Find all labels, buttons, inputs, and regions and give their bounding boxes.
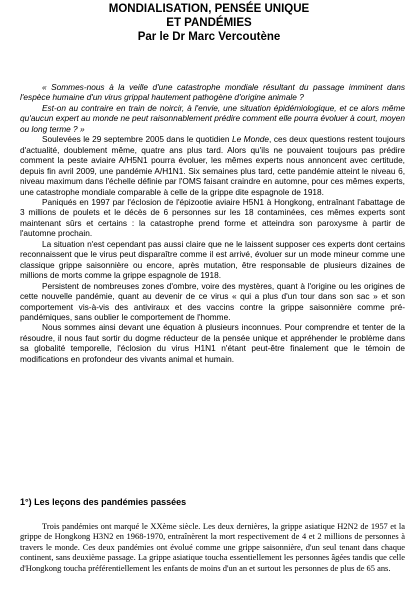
section-heading: 1°) Les leçons des pandémies passées	[20, 497, 187, 507]
title-line-1: MONDIALISATION, PENSÉE UNIQUE	[108, 3, 310, 15]
paragraph-4: Persistent de nombreuses zones d'ombre, voire des mystères, quant à l'origine ou les origines de cette nouvelle pandémie, quant au devenir de ce virus « qui a plus d'un tour dans son sac » et son comportement vis-à-vis des antiviraux et des vaccins contre la grippe saisonnière comme pré-pandémiques, sans oublier le comportement de l'homme.	[20, 280, 405, 322]
newspaper-name: Le Monde	[231, 134, 270, 145]
section-body	[20, 521, 405, 573]
section-paragraph-1: Trois pandémies ont marqué le XXème siècle. Les deux dernières, la grippe asiatique H2N2 de 1957 et la grippe de Hongkong H3N2 en 1968-1970, entraînèrent la mort respectivement de 4 et 2 millions de personnes à travers le monde. Ces deux pandémies ont évolué comme une grippe saisonnière, d'un seul tenant dans chaque continent, sans deuxième passage. La grippe asiatique toucha essentiellement les personnes âgées tandis que celle d'Hongkong toucha préférentiellement les enfants de moins d'un an et surtout les personnes de plus de 65 ans.	[20, 521, 405, 573]
title-line-2: ET PANDÉMIES	[166, 17, 252, 29]
paragraph-2: Paniqués en 1997 par l'éclosion de l'épizootie aviaire H5N1 à Hongkong, entraînant l'abattage de 3 millions de poulets et le décès de 6 personnes sur les 18 contaminées, ces mêmes experts sont maintenant sûrs et certains : la catastrophe prend forme et atteindra son paroxysme à partir de l'automne prochain.	[20, 196, 405, 239]
paragraph-3: La situation n'est cependant pas aussi claire que ne le laissent supposer ces experts dont certains reconnaissent que le virus peut disparaître comme il est arrivé, évoluer sur un mode mineur comme une classique grippe saisonnière ou encore, après mutation, être responsable de plusieurs dizaines de millions de morts comme la grippe espagnole de 1918.	[20, 238, 405, 281]
paragraph-1-end: , ces deux questions restent toujours d'actualité, doublement même, quatre ans plus tard. Alors qu'ils ne pouvaient toujours pas prédire comment la peste aviaire A/H5N1 pourra évoluer, les mêmes experts nous annoncent avec certitude, depuis fin avril 2009, une pandémie A/H1N1. Six semaines plus tard, cette pandémie atteint le niveau 6, niveau maximum dans l'échelle définie par l'OMS faisant craindre en automne, pour ces mêmes experts, une catastrophe mondiale comparable à celle de la grippe dite espagnole de 1918.	[20, 134, 405, 197]
paragraph-1-start: Soulevées le 29 septembre 2005 dans le quotidien	[42, 134, 232, 145]
paragraph-5: Nous sommes ainsi devant une équation à plusieurs inconnues. Pour comprendre et tenter de la résoudre, il nous faut sortir du dogme réducteur de la pensée unique et appréhender le problème dans sa globalité temporelle, l'éclosion du virus H1N1 n'étant peut-être finalement que le témoin de modifications en profondeur des vivants animal et humain.	[20, 322, 405, 364]
article-body	[20, 82, 405, 364]
quote-paragraph-1: « Sommes-nous à la veille d'une catastrophe mondiale résultant du passage imminent dans l'espèce humaine d'un virus grippal hautement pathogène d'origine animale ?	[20, 82, 405, 103]
author-line: Par le Dr Marc Vercoutène	[137, 31, 281, 43]
quote-paragraph-2: Est-on au contraire en train de noircir, à l'envie, une situation épidémiologique, et ce alors même qu'aucun expert au monde ne peut raisonnablement prédire comment elle pourra évoluer à court, moyen ou long terme ? »	[20, 102, 405, 134]
paragraph-1	[20, 134, 405, 197]
